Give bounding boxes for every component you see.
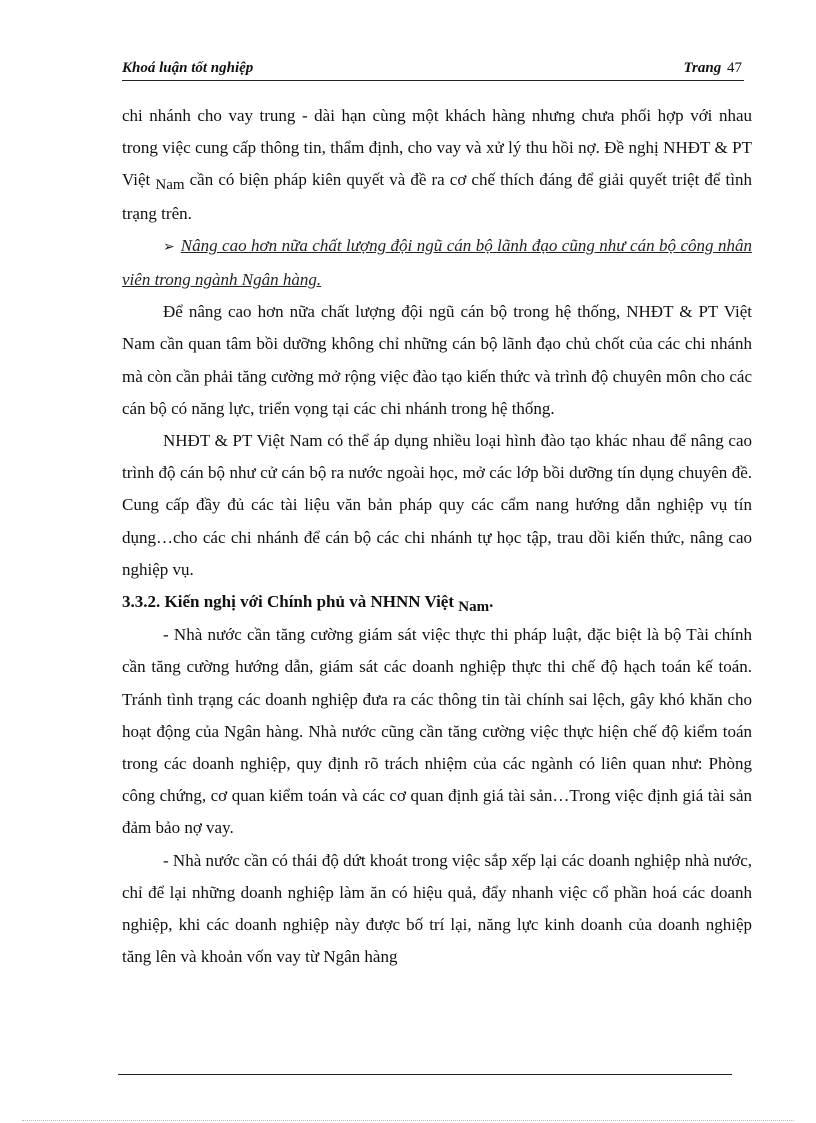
bullet-heading-text: Nâng cao hơn nữa chất lượng đội ngũ cán bộ lãnh đạo cũng như cán bộ công nhân viên trong ngành Ngân hàng.	[122, 235, 752, 290]
page-header	[122, 58, 744, 81]
footer-rule	[118, 1074, 732, 1075]
arrow-bullet-icon: ➢	[163, 239, 175, 255]
paragraph-state-supervision: - Nhà nước cần tăng cường giám sát việc thực thi pháp luật, đặc biệt là bộ Tài chính cần tăng cường hướng dẫn, giám sát các doanh nghiệp thực thi chế độ hạch toán kế toán. Tránh tình trạng các doanh nghiệp đưa ra các thông tin tài chính sai lệch, gây khó khăn cho hoạt động của Ngân hàng. Nhà nước cũng cần tăng cường việc thực hiện chế độ kiểm toán trong các doanh nghiệp, quy định rõ trách nhiệm của các ngành có liên quan như: Phòng công chứng, cơ quan kiểm toán và các cơ quan định giá tài sản…Trong việc định giá tài sản đảm bảo nợ vay.	[122, 625, 752, 838]
page-number: 47	[727, 60, 742, 76]
paragraph-staff-training: Để nâng cao hơn nữa chất lượng đội ngũ cán bộ trong hệ thống, NHĐT & PT Việt Nam cần quan tâm bồi dưỡng không chỉ những cán bộ lãnh đạo chủ chốt của các chi nhánh mà còn cần phải tăng cường mở rộng việc đào tạo kiến thức và trình độ chuyên môn cho các cán bộ có năng lực, triển vọng tại các chi nhánh trong hệ thống.	[122, 302, 752, 418]
paragraph-continuation: chi nhánh cho vay trung - dài hạn cùng một khách hàng nhưng chưa phối hợp với nhau trong việc cung cấp thông tin, thẩm định, cho vay và xử lý thu hồi nợ. Đề nghị NHĐT & PT Việt Nam cần có biện pháp kiên quyết và đề ra cơ chế thích đáng để giải quyết triệt để tình trạng trên.	[122, 106, 753, 223]
section-heading: 3.3.2. Kiến nghị với Chính phủ và NHNN Việt Nam.	[122, 592, 494, 616]
paragraph-training-forms: NHĐT & PT Việt Nam có thể áp dụng nhiều loại hình đào tạo khác nhau để nâng cao trình độ cán bộ như cử cán bộ ra nước ngoài học, mở các lớp bồi dưỡng tín dụng chuyên đề. Cung cấp đầy đủ các tài liệu văn bản pháp quy các cẩm nang hướng dẫn nghiệp vụ tín dụng…cho các chi nhánh để cán bộ các chi nhánh tự học tập, trau dồi kiến thức, nâng cao nghiệp vụ.	[122, 431, 752, 579]
section-sub-text: Nam	[458, 599, 490, 616]
paragraph-state-enterprises: - Nhà nước cần có thái độ dứt khoát trong việc sắp xếp lại các doanh nghiệp nhà nước, chỉ để lại những doanh nghiệp làm ăn có hiệu quả, đẩy nhanh việc cổ phần hoá các doanh nghiệp, khi các doanh nghiệp này được bố trí lại, năng lực kinh doanh của doanh nghiệp tăng lên và khoản vốn vay từ Ngân hàng	[122, 850, 752, 967]
page-edge-dots	[22, 1120, 794, 1121]
document-title: Khoá luận tốt nghiệp	[122, 60, 254, 76]
page-indicator	[683, 60, 742, 77]
page-label: Trang	[683, 60, 722, 76]
document-body	[122, 100, 752, 973]
inline-sub-text: Nam	[155, 177, 185, 194]
bullet-heading	[122, 230, 752, 296]
